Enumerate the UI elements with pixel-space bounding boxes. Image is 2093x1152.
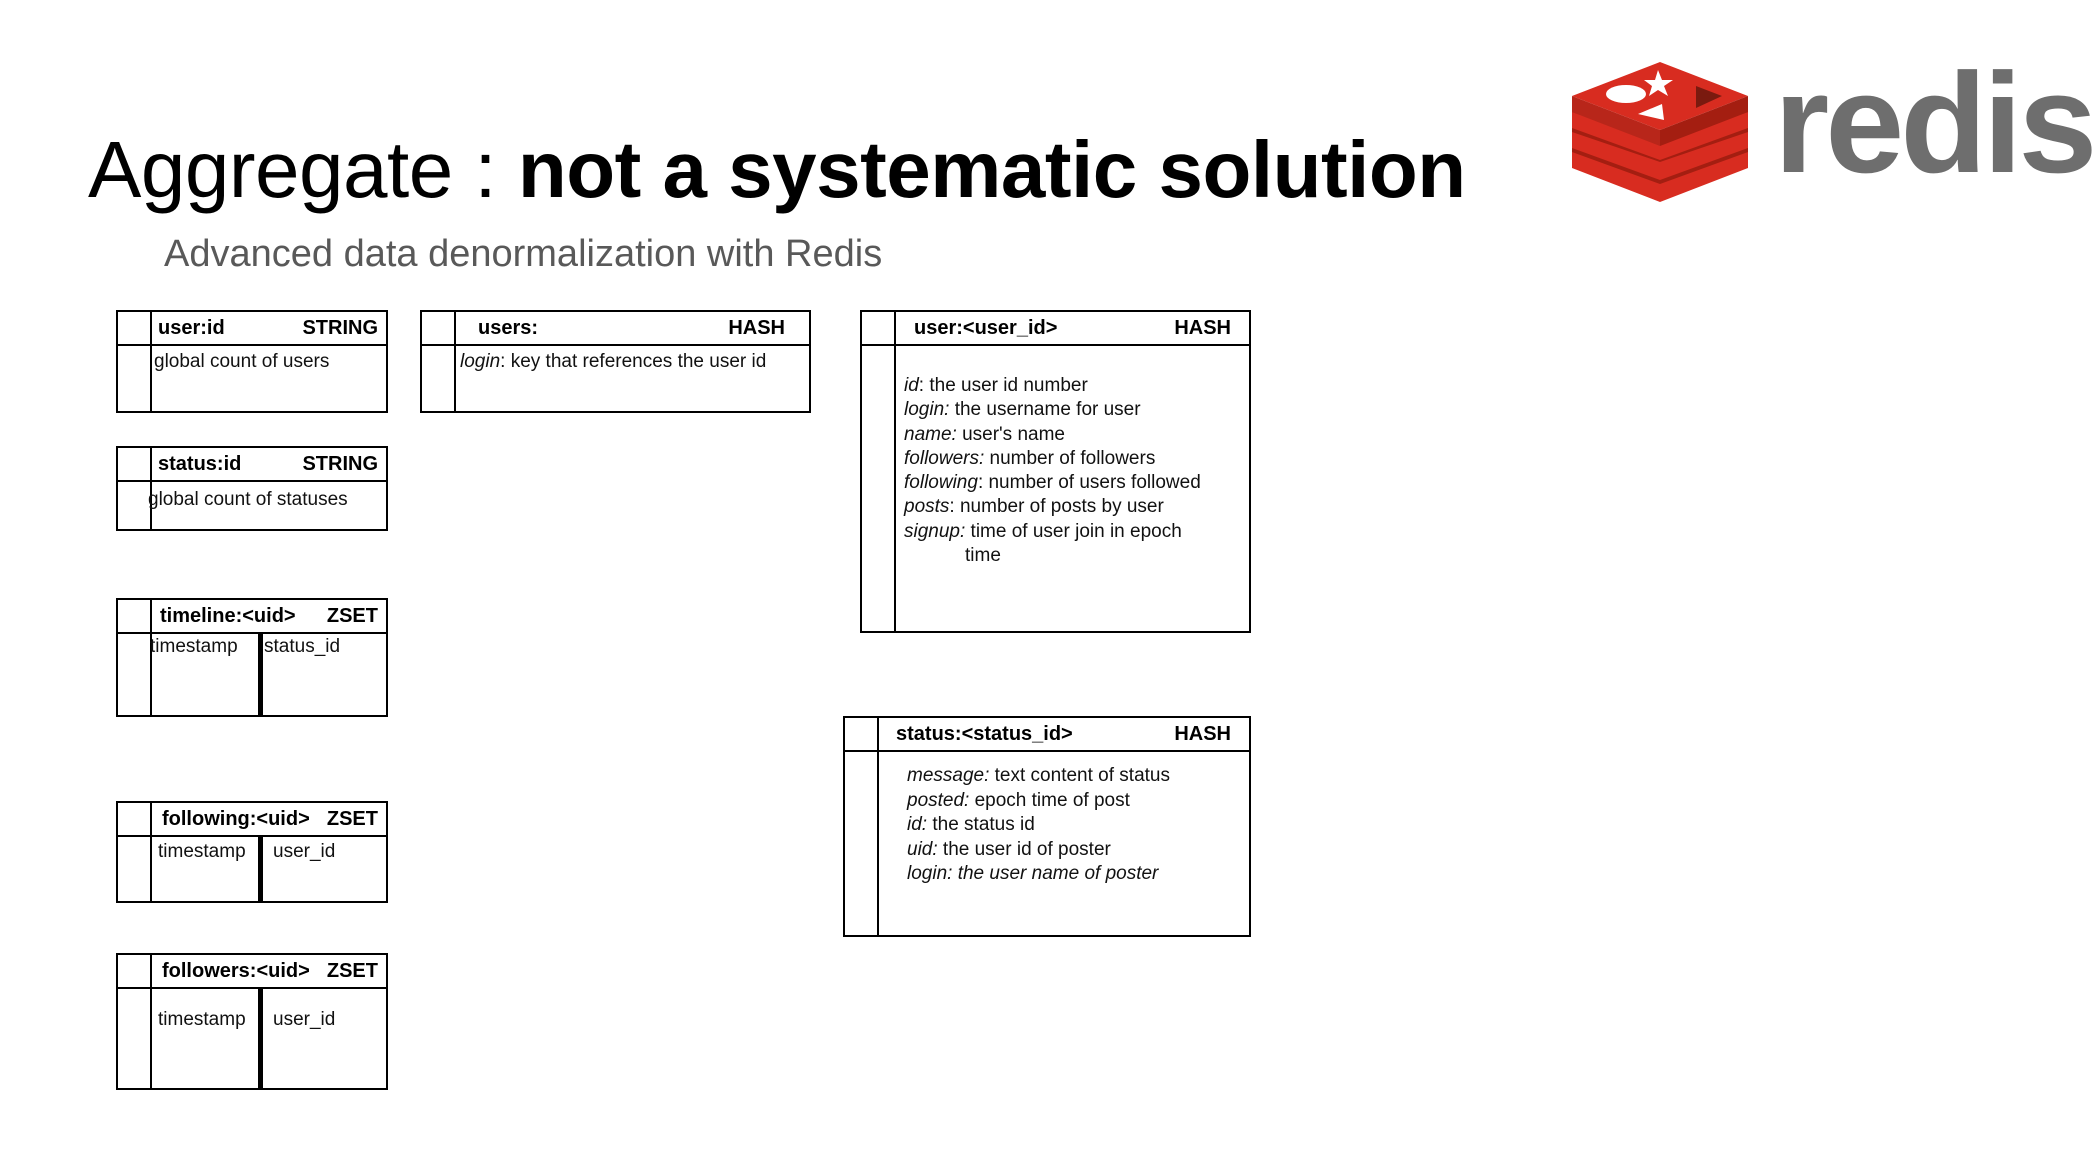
box-body: [148, 488, 380, 529]
box-header: [118, 600, 386, 634]
hash-field-row: [460, 350, 803, 374]
box-header: [118, 955, 386, 989]
box-header: [118, 312, 386, 346]
box-followers: [116, 953, 388, 1090]
column-divider: [258, 634, 263, 715]
box-key-name: following:<uid>: [162, 808, 310, 830]
field-desc: the username for user: [949, 399, 1141, 421]
zset-score-column: timestamp: [158, 841, 246, 862]
box-key-type: HASH: [1174, 723, 1231, 745]
box-header: [862, 312, 1249, 346]
box-users: [420, 310, 811, 413]
box-key-name: users:: [478, 317, 539, 339]
field-name: uid:: [907, 838, 938, 860]
field-name: message:: [907, 765, 990, 786]
box-key-type: ZSET: [326, 808, 378, 830]
box-body: [460, 350, 803, 411]
box-status-id: [116, 446, 388, 531]
box-body: [904, 374, 1243, 631]
hash-field-row: [904, 495, 1243, 519]
field-name: posted:: [907, 789, 970, 811]
field-name: following: [904, 472, 978, 494]
hash-field-row: [907, 789, 1243, 814]
hash-field-row: [907, 813, 1243, 838]
box-header: [845, 718, 1249, 752]
box-gutter: [894, 312, 896, 631]
box-key-name: followers:<uid>: [162, 960, 310, 982]
hash-field-row: [904, 520, 1243, 544]
box-key-name: user:<user_id>: [914, 317, 1058, 339]
zset-member-column: user_id: [273, 841, 336, 862]
box-user-hash: [860, 310, 1251, 633]
box-status-hash: [843, 716, 1251, 937]
field-desc: text content of status: [989, 765, 1170, 786]
zset-member-column: status_id: [264, 636, 341, 657]
field-continuation: time: [965, 545, 1001, 567]
column-divider: [258, 989, 263, 1088]
box-key-type: STRING: [302, 453, 378, 475]
hash-field-row: [907, 764, 1243, 789]
hash-field-row: [904, 447, 1243, 471]
box-key-name: user:id: [158, 317, 225, 339]
redis-wordmark: redis: [1774, 44, 2093, 203]
title-normal: Aggregate :: [88, 125, 518, 214]
field-desc: number of followers: [984, 447, 1156, 469]
box-key-type: HASH: [728, 317, 785, 339]
box-key-type: ZSET: [326, 605, 378, 627]
field-desc: : key that references the user id: [500, 351, 767, 372]
box-desc: global count of users: [154, 351, 330, 372]
field-desc: : number of users followed: [977, 472, 1201, 494]
field-name: login: the user name of poster: [907, 863, 1159, 884]
field-desc: : the user id number: [918, 375, 1088, 396]
field-name: login:: [904, 399, 950, 421]
box-body: [907, 764, 1243, 935]
box-user-id: [116, 310, 388, 413]
field-desc: time of user join in epoch: [965, 520, 1182, 542]
box-key-type: ZSET: [326, 960, 378, 982]
field-name: followers:: [904, 447, 985, 469]
page-subtitle: Advanced data denormalization with Redis: [164, 233, 883, 275]
box-key-name: timeline:<uid>: [160, 605, 296, 627]
hash-field-row: [904, 398, 1243, 422]
zset-score-column: timestamp: [150, 636, 238, 657]
box-header: [118, 803, 386, 837]
box-key-type: HASH: [1174, 317, 1231, 339]
field-name: login: [460, 351, 501, 372]
field-desc: epoch time of post: [969, 789, 1130, 811]
field-desc: the user id of poster: [937, 838, 1111, 860]
box-key-name: status:<status_id>: [896, 723, 1073, 745]
field-name: posts: [904, 496, 950, 518]
hash-field-row: [907, 862, 1243, 887]
field-name: id: [904, 375, 919, 396]
hash-field-row: [904, 423, 1243, 447]
hash-field-row: [904, 471, 1243, 495]
box-key-type: STRING: [302, 317, 378, 339]
box-key-name: status:id: [158, 453, 242, 475]
zset-score-column: timestamp: [158, 1009, 246, 1030]
field-desc: the status id: [927, 814, 1035, 835]
box-timeline: [116, 598, 388, 717]
zset-member-column: user_id: [273, 1009, 336, 1030]
field-desc: user's name: [956, 423, 1065, 445]
redis-logo: [1572, 44, 2093, 208]
title-bold: not a systematic solution: [517, 125, 1466, 214]
box-header: [422, 312, 809, 346]
field-desc: : number of posts by user: [949, 496, 1164, 518]
field-name: name:: [904, 423, 957, 445]
field-name: id:: [907, 814, 928, 835]
box-following: [116, 801, 388, 903]
page-title: [88, 122, 1466, 218]
column-divider: [258, 837, 263, 901]
hash-field-row: [907, 838, 1243, 863]
field-name: signup:: [904, 520, 966, 542]
redis-cube-icon: [1572, 56, 1748, 206]
box-desc: global count of statuses: [148, 489, 348, 510]
box-header: [118, 448, 386, 482]
hash-field-row: [904, 374, 1243, 398]
box-body: [154, 350, 380, 411]
